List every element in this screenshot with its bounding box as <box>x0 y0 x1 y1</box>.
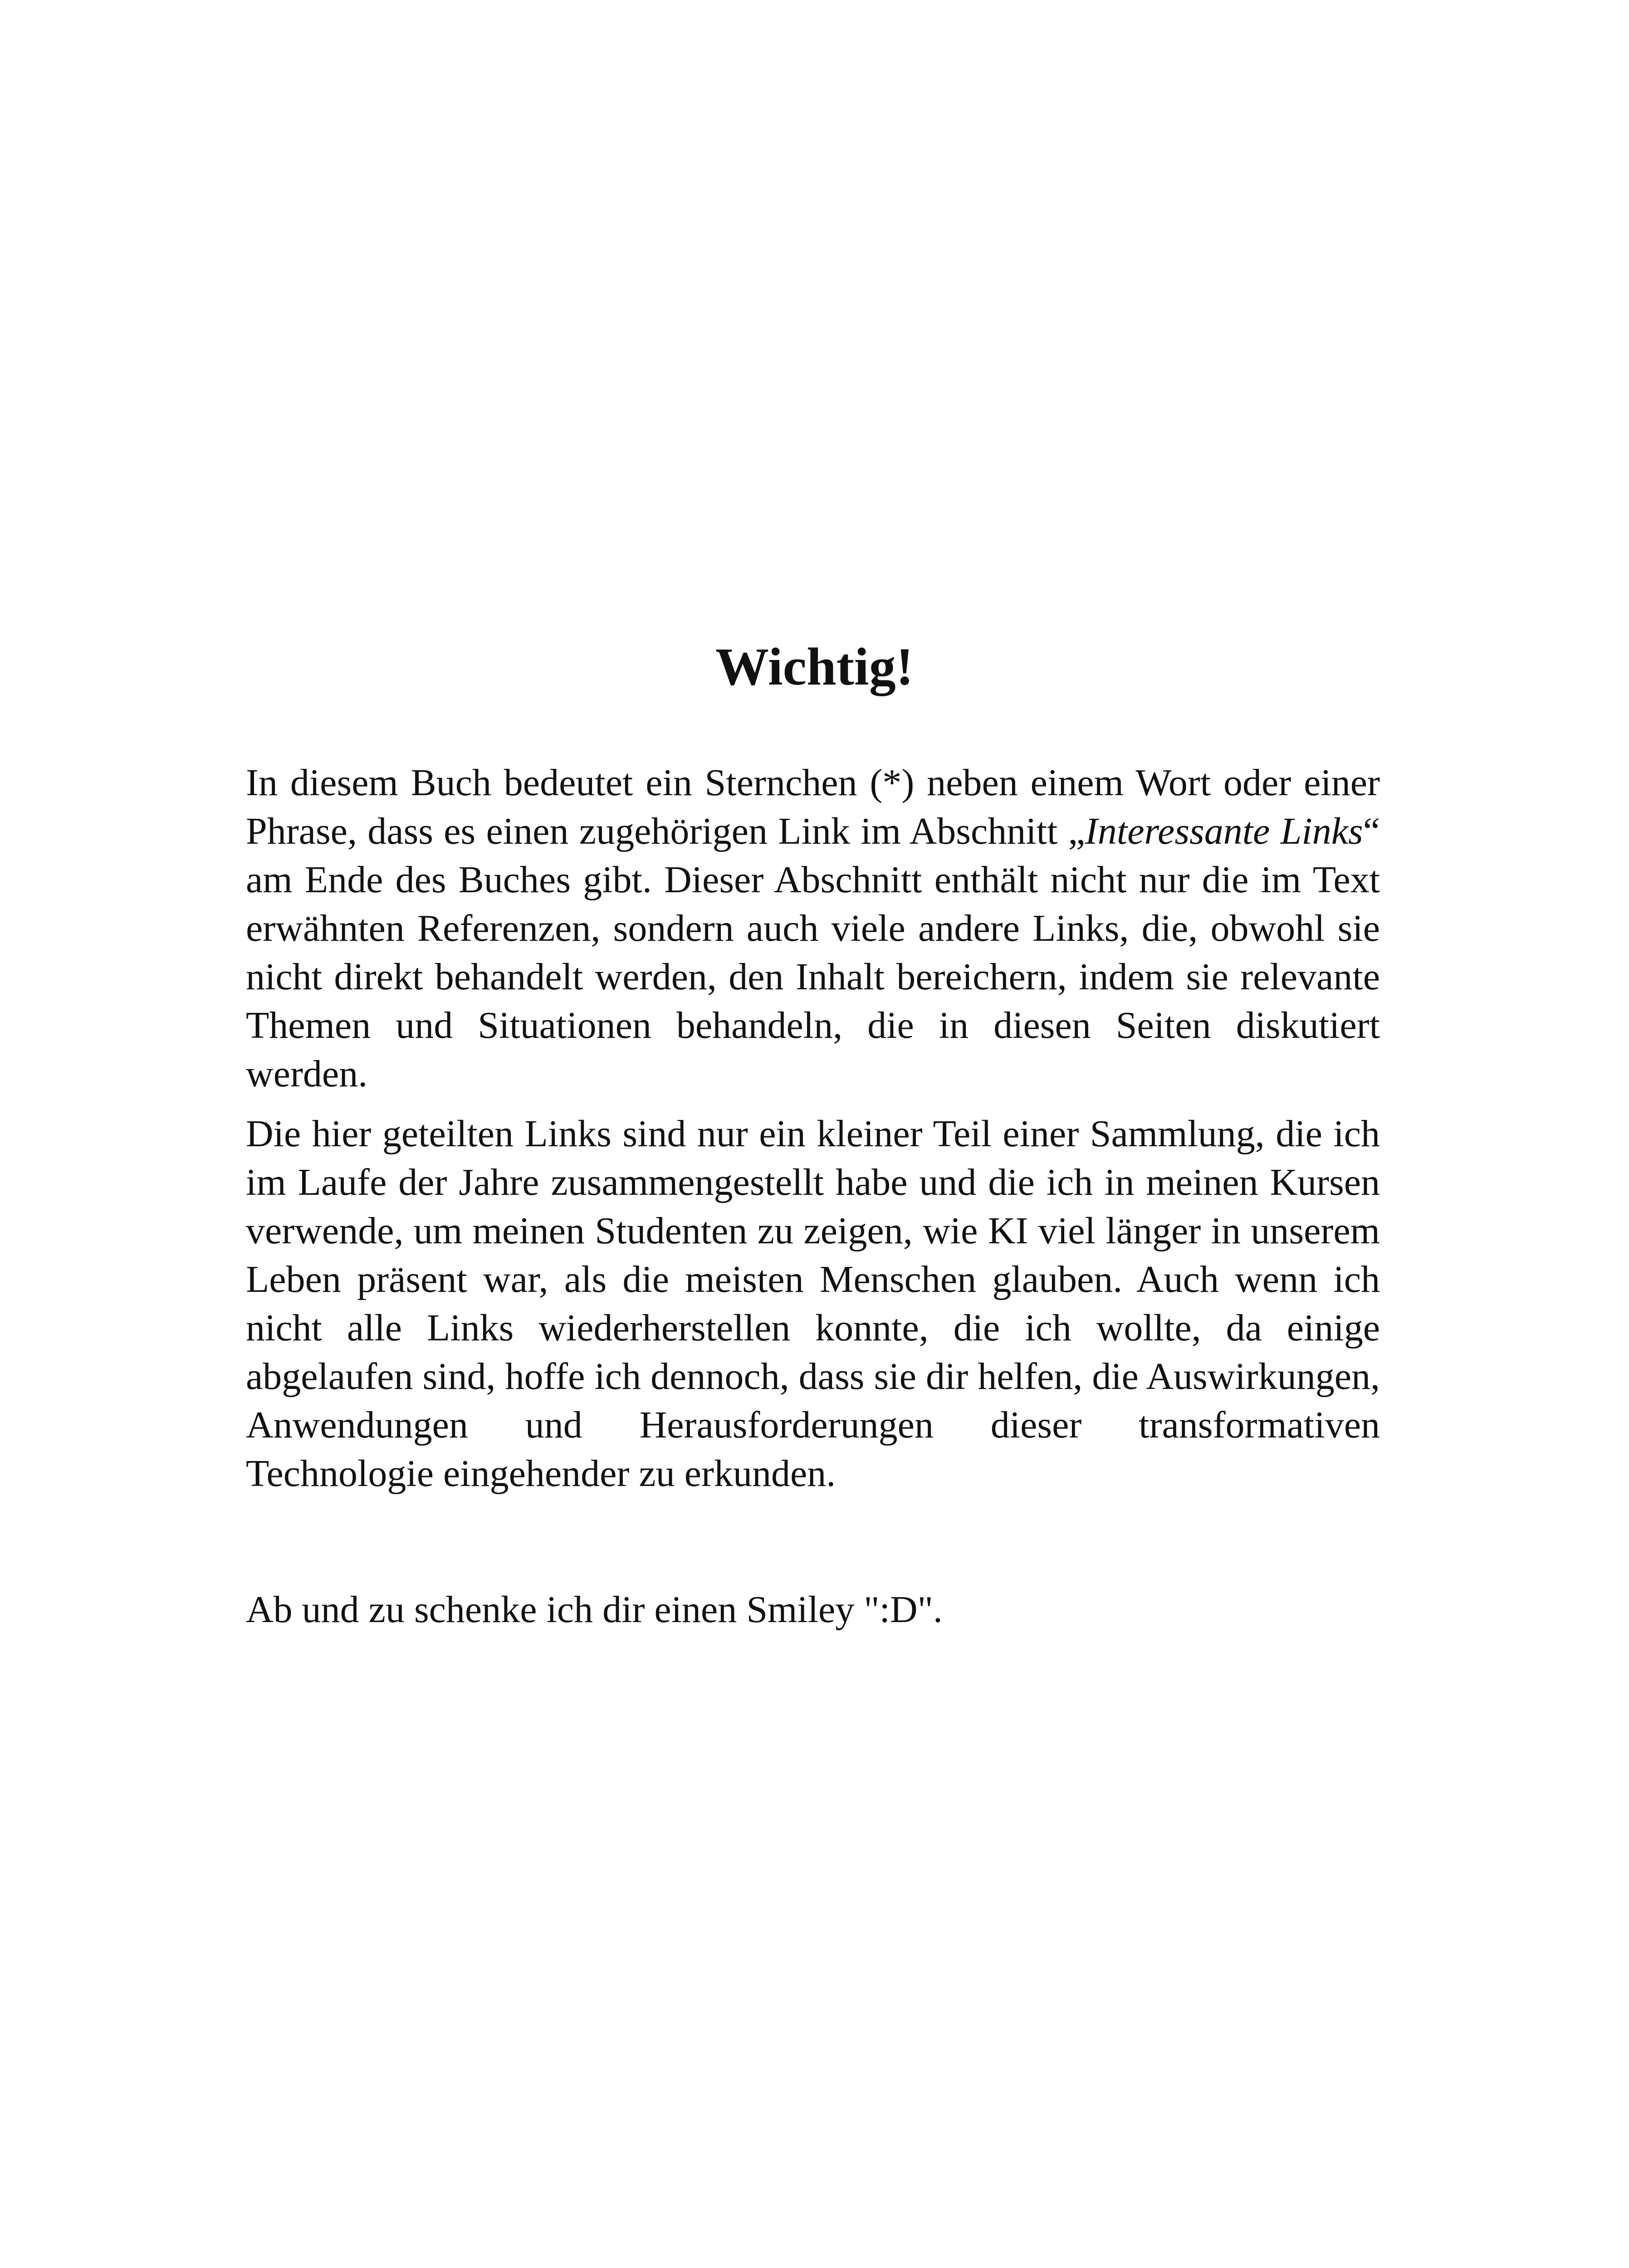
paragraph-asterisk-explanation <box>246 758 1380 1098</box>
paragraph-links-collection: Die hier geteilten Links sind nur ein kleiner Teil einer Sammlung, die ich im Laufe der Jahre zusammengestellt habe und die ich in meinen Kursen verwende, um meinen Studenten zu zeigen, wie KI viel länger in unserem Leben präsent war, als die meisten Menschen glauben. Auch wenn ich nicht alle Links wiederherstellen konnte, die ich wollte, da einige abgelaufen sind, hoffe ich dennoch, dass sie dir helfen, die Auswirkungen, Anwendungen und Herausforderungen dieser transformativen Technologie eingehender zu erkunden. <box>246 1113 1380 1495</box>
paragraph-text-after-link: “ am Ende des Buches gibt. Dieser Abschnitt enthält nicht nur die im Text erwähnten Referenzen, sondern auch viele andere Links, die, obwohl sie nicht direkt behandelt werden, den Inhalt bereichern, indem sie relevante Themen und Situationen behandeln, die in diesen Seiten diskutiert werden. <box>246 810 1380 1095</box>
paragraph-text-before-link: In diesem Buch bedeutet ein Sternchen (*) neben einem Wort oder einer Phrase, dass es einen zugehörigen Link im Abschnitt „ <box>246 762 1380 852</box>
paragraph-smiley-note: Ab und zu schenke ich dir einen Smiley ":D". <box>246 1589 943 1631</box>
page-heading: Wichtig! <box>715 637 914 696</box>
section-name-interesting-links: Interessante Links <box>1085 810 1363 852</box>
